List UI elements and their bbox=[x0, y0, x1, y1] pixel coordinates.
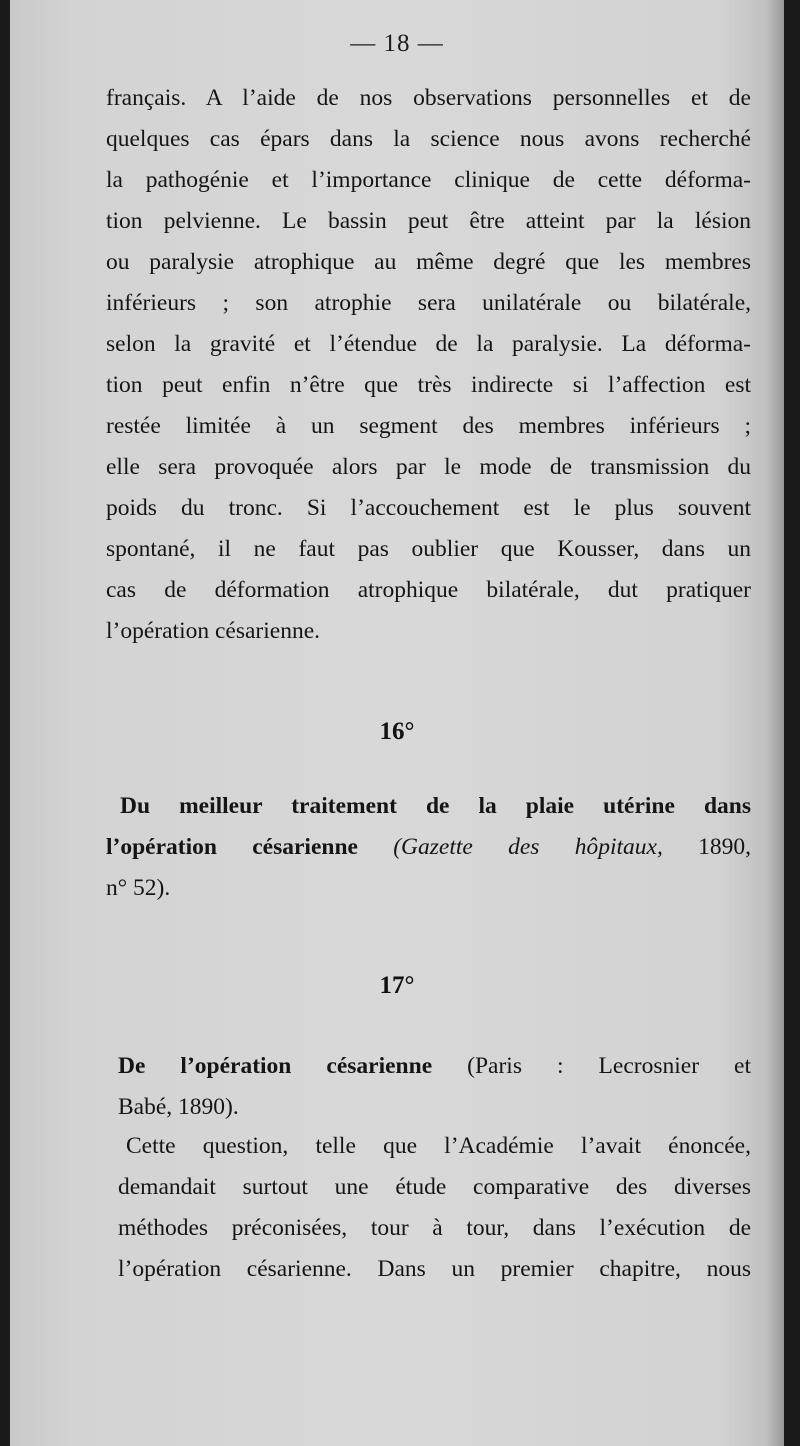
section-16-title-end: l’opération césarienne bbox=[106, 834, 358, 860]
text-line: demandait surtout une étude comparative des diverses bbox=[118, 1174, 751, 1200]
text-line: l’opération césarienne. bbox=[106, 618, 321, 644]
page bbox=[10, 0, 784, 1446]
section-17-title: De l’opération césarienne bbox=[118, 1053, 433, 1079]
section-17-publisher-line: Babé, 1890). bbox=[118, 1094, 239, 1120]
text-line: tion pelvienne. Le bassin peut être atteint par la lésion bbox=[106, 208, 751, 234]
page-number: — 18 — bbox=[350, 30, 444, 57]
section-17-title-line bbox=[118, 1046, 751, 1087]
section-17-entry bbox=[118, 1046, 751, 1128]
text-line: poids du tronc. Si l’accouchement est le plus souvent bbox=[106, 495, 751, 521]
text-line: cas de déformation atrophique bilatérale, dut pratiquer bbox=[106, 577, 751, 603]
section-16-title-line bbox=[106, 827, 751, 868]
text-line: ou paralysie atrophique au même degré que les membres bbox=[106, 249, 751, 275]
text-line: elle sera provoquée alors par le mode de transmission du bbox=[106, 454, 751, 480]
section-16-issue: n° 52). bbox=[106, 875, 171, 901]
text-line: la pathogénie et l’importance clinique de cette déforma- bbox=[106, 167, 751, 193]
text-line: spontané, il ne faut pas oublier que Kousser, dans un bbox=[106, 536, 751, 562]
section-17-publisher: (Paris : Lecrosnier et bbox=[467, 1053, 752, 1079]
text-line: Cette question, telle que l’Académie l’avait énoncée, bbox=[126, 1133, 751, 1159]
text-line: restée limitée à un segment des membres inférieurs ; bbox=[106, 413, 751, 439]
text-line: l’opération césarienne. Dans un premier chapitre, nous bbox=[118, 1256, 751, 1282]
section-number-17: 17° bbox=[379, 972, 415, 999]
text-line: méthodes préconisées, tour à tour, dans l’exécution de bbox=[118, 1215, 751, 1241]
text-line: quelques cas épars dans la science nous avons recherché bbox=[106, 126, 751, 152]
paragraph-1 bbox=[106, 78, 751, 652]
section-16-title-line: Du meilleur traitement de la plaie utérine dans bbox=[120, 793, 751, 819]
text-line: selon la gravité et l’étendue de la paralysie. La déforma- bbox=[106, 331, 751, 357]
section-16-year: 1890, bbox=[698, 834, 751, 860]
text-line: inférieurs ; son atrophie sera unilatérale ou bilatérale, bbox=[106, 290, 751, 316]
text-line: français. A l’aide de nos observations personnelles et de bbox=[106, 85, 751, 111]
section-16-source: (Gazette des hôpitaux, bbox=[393, 834, 663, 860]
section-16-entry bbox=[106, 786, 751, 909]
section-17-body bbox=[118, 1126, 751, 1290]
text-line: tion peut enfin n’être que très indirecte si l’affection est bbox=[106, 372, 751, 398]
section-number-16: 16° bbox=[379, 718, 415, 745]
